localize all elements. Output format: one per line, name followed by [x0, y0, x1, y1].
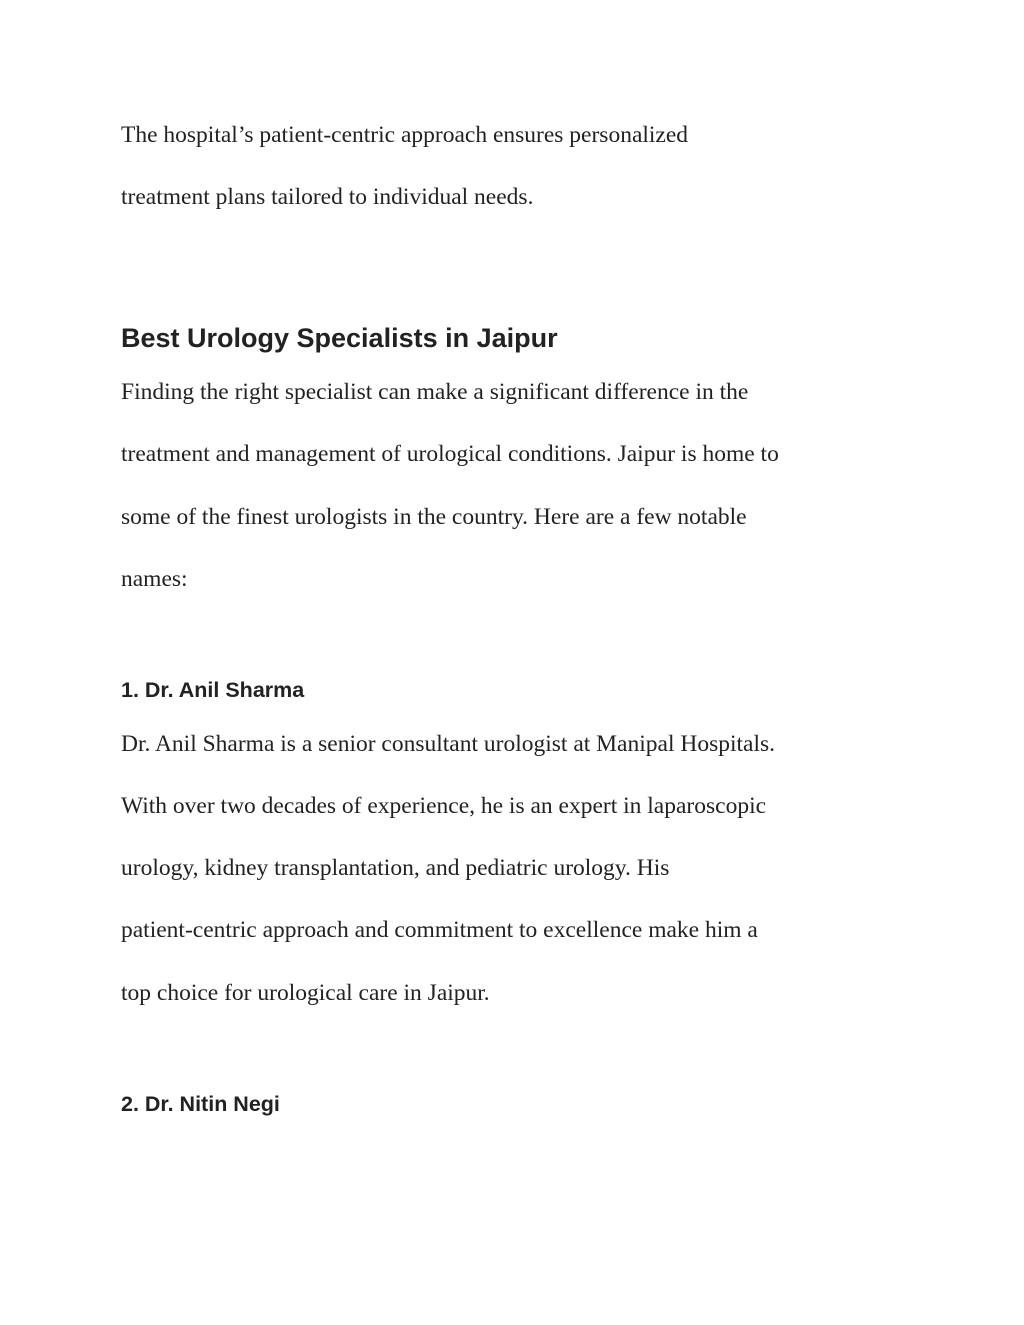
section-paragraph-line: Finding the right specialist can make a significant difference in the [121, 379, 749, 405]
doctor-heading: 2. Dr. Nitin Negi [121, 1092, 280, 1116]
doctor-paragraph-line: top choice for urological care in Jaipur. [121, 980, 490, 1006]
doctor-heading: 1. Dr. Anil Sharma [121, 678, 305, 702]
section-paragraph-line: names: [121, 566, 188, 592]
section-heading: Best Urology Specialists in Jaipur [121, 323, 558, 353]
section-paragraph-line: some of the finest urologists in the country. Here are a few notable [121, 504, 747, 530]
intro-paragraph-line: treatment plans tailored to individual needs. [121, 184, 534, 210]
doctor-paragraph-line: patient-centric approach and commitment to excellence make him a [121, 917, 758, 943]
doctor-paragraph-line: Dr. Anil Sharma is a senior consultant urologist at Manipal Hospitals. [121, 731, 776, 757]
section-paragraph-line: treatment and management of urological conditions. Jaipur is home to [121, 441, 779, 467]
doctor-paragraph-line: With over two decades of experience, he is an expert in laparoscopic [121, 793, 767, 819]
intro-paragraph-line: The hospital’s patient-centric approach ensures personalized [121, 122, 689, 148]
doctor-paragraph-line: urology, kidney transplantation, and pediatric urology. His [121, 855, 670, 881]
